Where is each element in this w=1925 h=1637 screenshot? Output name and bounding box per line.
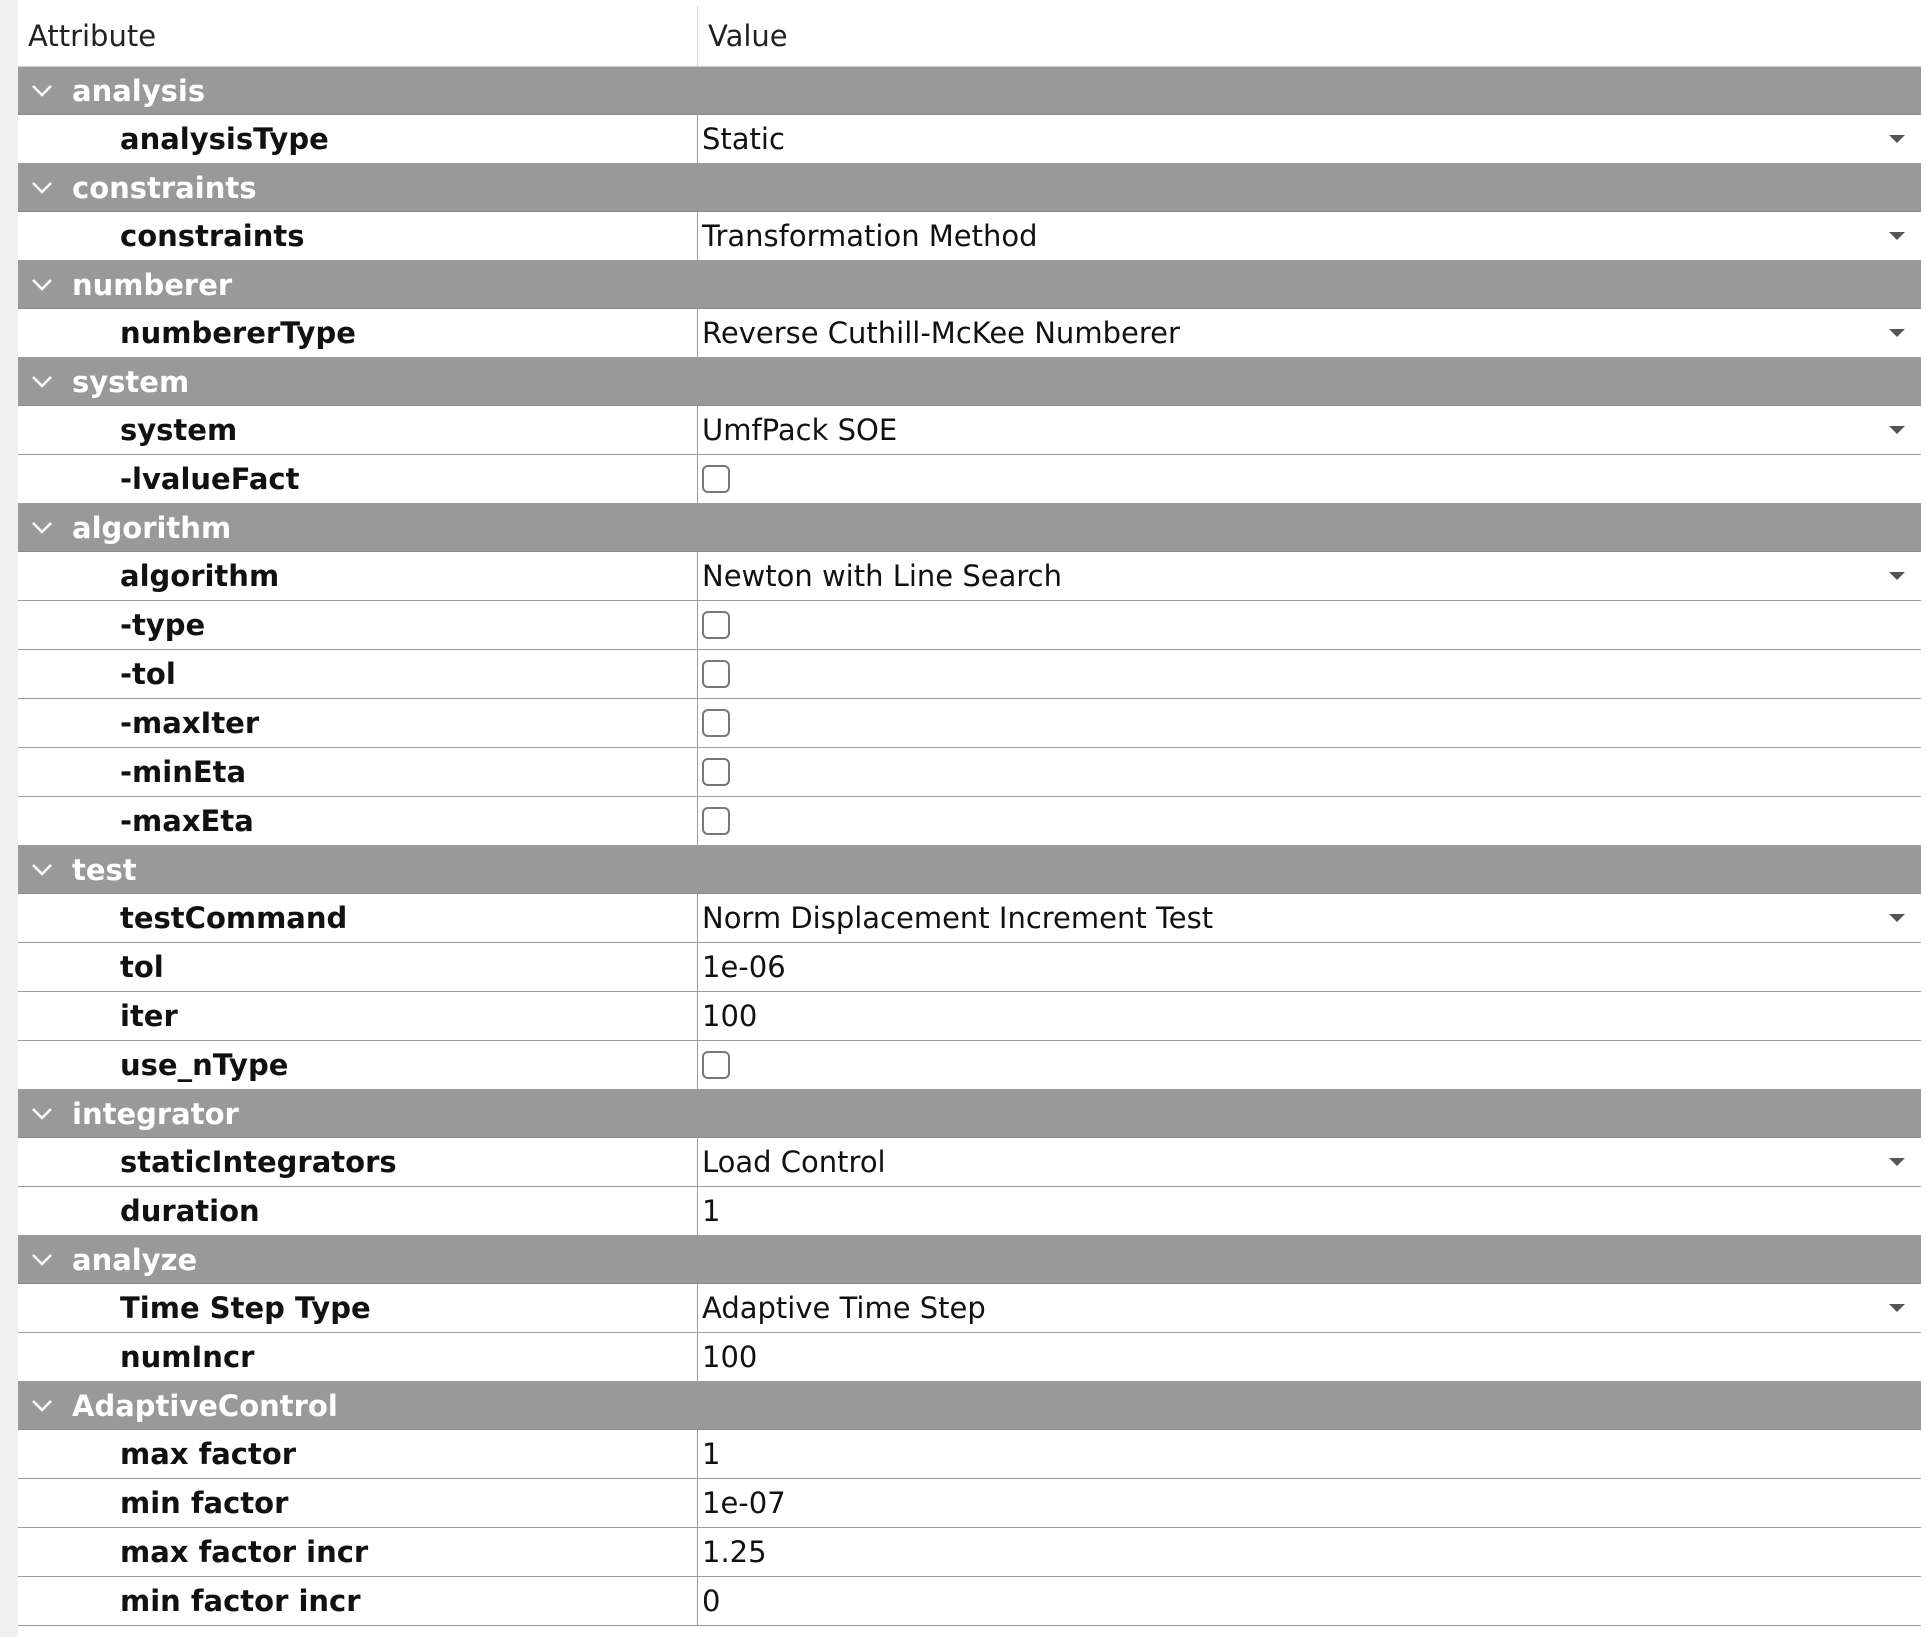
dropdown-arrow-icon[interactable] [1887, 133, 1907, 145]
property-row[interactable] [18, 1138, 1921, 1187]
property-row[interactable] [18, 992, 1921, 1041]
property-name: -type [18, 601, 698, 649]
property-row[interactable] [18, 1479, 1921, 1528]
dropdown-arrow-icon[interactable] [1887, 912, 1907, 924]
group-name: integrator [72, 1096, 239, 1131]
property-name: numbererType [18, 309, 698, 357]
group-header-adaptivecontrol[interactable] [18, 1382, 1921, 1430]
property-name: min factor [18, 1479, 698, 1527]
group-name: test [72, 852, 137, 887]
group-header-analyze[interactable] [18, 1236, 1921, 1284]
chevron-down-icon[interactable] [30, 79, 54, 103]
checkbox[interactable] [702, 660, 730, 688]
group-name: numberer [72, 267, 233, 302]
grid-body [18, 67, 1921, 1626]
dropdown-arrow-icon[interactable] [1887, 570, 1907, 582]
property-name: -tol [18, 650, 698, 698]
group-name: analyze [72, 1242, 198, 1277]
value-dropdown[interactable] [698, 212, 1921, 260]
group-header-integrator[interactable] [18, 1090, 1921, 1138]
property-name: min factor incr [18, 1577, 698, 1625]
property-row[interactable] [18, 212, 1921, 261]
value-text: 100 [702, 1340, 758, 1374]
value-text: 1e-07 [702, 1486, 786, 1520]
value-dropdown[interactable] [698, 552, 1921, 600]
checkbox[interactable] [702, 611, 730, 639]
value-dropdown[interactable] [698, 115, 1921, 163]
group-header-system[interactable] [18, 358, 1921, 406]
value-text-field[interactable] [698, 1333, 1921, 1381]
group-name: analysis [72, 73, 206, 108]
property-row[interactable] [18, 1187, 1921, 1236]
value-dropdown[interactable] [698, 309, 1921, 357]
value-text-field[interactable] [698, 1430, 1921, 1478]
property-row[interactable] [18, 1430, 1921, 1479]
group-header-numberer[interactable] [18, 261, 1921, 309]
value-checkbox-cell[interactable] [698, 699, 1921, 747]
chevron-down-icon[interactable] [30, 370, 54, 394]
dropdown-selected-value: Transformation Method [702, 219, 1038, 253]
value-text-field[interactable] [698, 1528, 1921, 1576]
property-name: -minEta [18, 748, 698, 796]
property-row[interactable] [18, 1528, 1921, 1577]
value-checkbox-cell[interactable] [698, 455, 1921, 503]
value-dropdown[interactable] [698, 1138, 1921, 1186]
value-dropdown[interactable] [698, 894, 1921, 942]
dropdown-arrow-icon[interactable] [1887, 230, 1907, 242]
dropdown-selected-value: Static [702, 122, 785, 156]
property-name: -maxIter [18, 699, 698, 747]
dropdown-arrow-icon[interactable] [1887, 327, 1907, 339]
group-header-analysis[interactable] [18, 67, 1921, 115]
checkbox[interactable] [702, 465, 730, 493]
property-name: testCommand [18, 894, 698, 942]
property-row[interactable] [18, 650, 1921, 699]
dropdown-arrow-icon[interactable] [1887, 1156, 1907, 1168]
value-text-field[interactable] [698, 1187, 1921, 1235]
group-name: algorithm [72, 510, 232, 545]
checkbox[interactable] [702, 709, 730, 737]
dropdown-selected-value: Adaptive Time Step [702, 1291, 986, 1325]
property-name: duration [18, 1187, 698, 1235]
chevron-down-icon[interactable] [30, 1102, 54, 1126]
value-dropdown[interactable] [698, 406, 1921, 454]
property-name: -lvalueFact [18, 455, 698, 503]
value-dropdown[interactable] [698, 1284, 1921, 1332]
property-name: system [18, 406, 698, 454]
dropdown-selected-value: Reverse Cuthill-McKee Numberer [702, 316, 1180, 350]
property-name: constraints [18, 212, 698, 260]
property-row[interactable] [18, 309, 1921, 358]
property-row[interactable] [18, 455, 1921, 504]
property-row[interactable] [18, 699, 1921, 748]
dropdown-selected-value: Norm Displacement Increment Test [702, 901, 1214, 935]
property-row[interactable] [18, 943, 1921, 992]
value-text: 1 [702, 1194, 721, 1228]
group-name: AdaptiveControl [72, 1388, 338, 1423]
chevron-down-icon[interactable] [30, 516, 54, 540]
value-text-field[interactable] [698, 1577, 1921, 1625]
property-row[interactable] [18, 748, 1921, 797]
checkbox[interactable] [702, 1051, 730, 1079]
group-header-algorithm[interactable] [18, 504, 1921, 552]
value-text-field[interactable] [698, 943, 1921, 991]
property-row[interactable] [18, 1333, 1921, 1382]
value-checkbox-cell[interactable] [698, 748, 1921, 796]
property-row[interactable] [18, 1041, 1921, 1090]
property-row[interactable] [18, 406, 1921, 455]
property-name: algorithm [18, 552, 698, 600]
value-text: 100 [702, 999, 758, 1033]
property-name: max factor [18, 1430, 698, 1478]
left-gutter [0, 0, 18, 1637]
property-name: max factor incr [18, 1528, 698, 1576]
property-row[interactable] [18, 552, 1921, 601]
chevron-down-icon[interactable] [30, 858, 54, 882]
checkbox[interactable] [702, 807, 730, 835]
group-header-test[interactable] [18, 846, 1921, 894]
property-row[interactable] [18, 797, 1921, 846]
value-text: 1e-06 [702, 950, 786, 984]
property-name: numIncr [18, 1333, 698, 1381]
value-checkbox-cell[interactable] [698, 650, 1921, 698]
dropdown-selected-value: UmfPack SOE [702, 413, 898, 447]
property-name: Time Step Type [18, 1284, 698, 1332]
value-checkbox-cell[interactable] [698, 797, 1921, 845]
property-name: staticIntegrators [18, 1138, 698, 1186]
property-row[interactable] [18, 601, 1921, 650]
value-text-field[interactable] [698, 992, 1921, 1040]
property-name: tol [18, 943, 698, 991]
property-row[interactable] [18, 1284, 1921, 1333]
value-text: 0 [702, 1584, 721, 1618]
property-row[interactable] [18, 1577, 1921, 1626]
property-name: iter [18, 992, 698, 1040]
group-name: system [72, 364, 190, 399]
chevron-down-icon[interactable] [30, 176, 54, 200]
value-text-field[interactable] [698, 1479, 1921, 1527]
dropdown-selected-value: Newton with Line Search [702, 559, 1062, 593]
grid-header [18, 6, 1921, 67]
checkbox[interactable] [702, 758, 730, 786]
value-column-header[interactable]: Value [708, 19, 788, 53]
dropdown-arrow-icon[interactable] [1887, 1302, 1907, 1314]
group-name: constraints [72, 170, 257, 205]
value-checkbox-cell[interactable] [698, 601, 1921, 649]
value-checkbox-cell[interactable] [698, 1041, 1921, 1089]
value-text: 1.25 [702, 1535, 767, 1569]
chevron-down-icon[interactable] [30, 1394, 54, 1418]
property-name: use_nType [18, 1041, 698, 1089]
group-header-constraints[interactable] [18, 164, 1921, 212]
attribute-column-header[interactable]: Attribute [18, 6, 698, 66]
property-name: -maxEta [18, 797, 698, 845]
value-text: 1 [702, 1437, 721, 1471]
property-row[interactable] [18, 894, 1921, 943]
property-name: analysisType [18, 115, 698, 163]
chevron-down-icon[interactable] [30, 1248, 54, 1272]
property-row[interactable] [18, 115, 1921, 164]
property-grid [18, 6, 1921, 1626]
chevron-down-icon[interactable] [30, 273, 54, 297]
dropdown-selected-value: Load Control [702, 1145, 886, 1179]
dropdown-arrow-icon[interactable] [1887, 424, 1907, 436]
